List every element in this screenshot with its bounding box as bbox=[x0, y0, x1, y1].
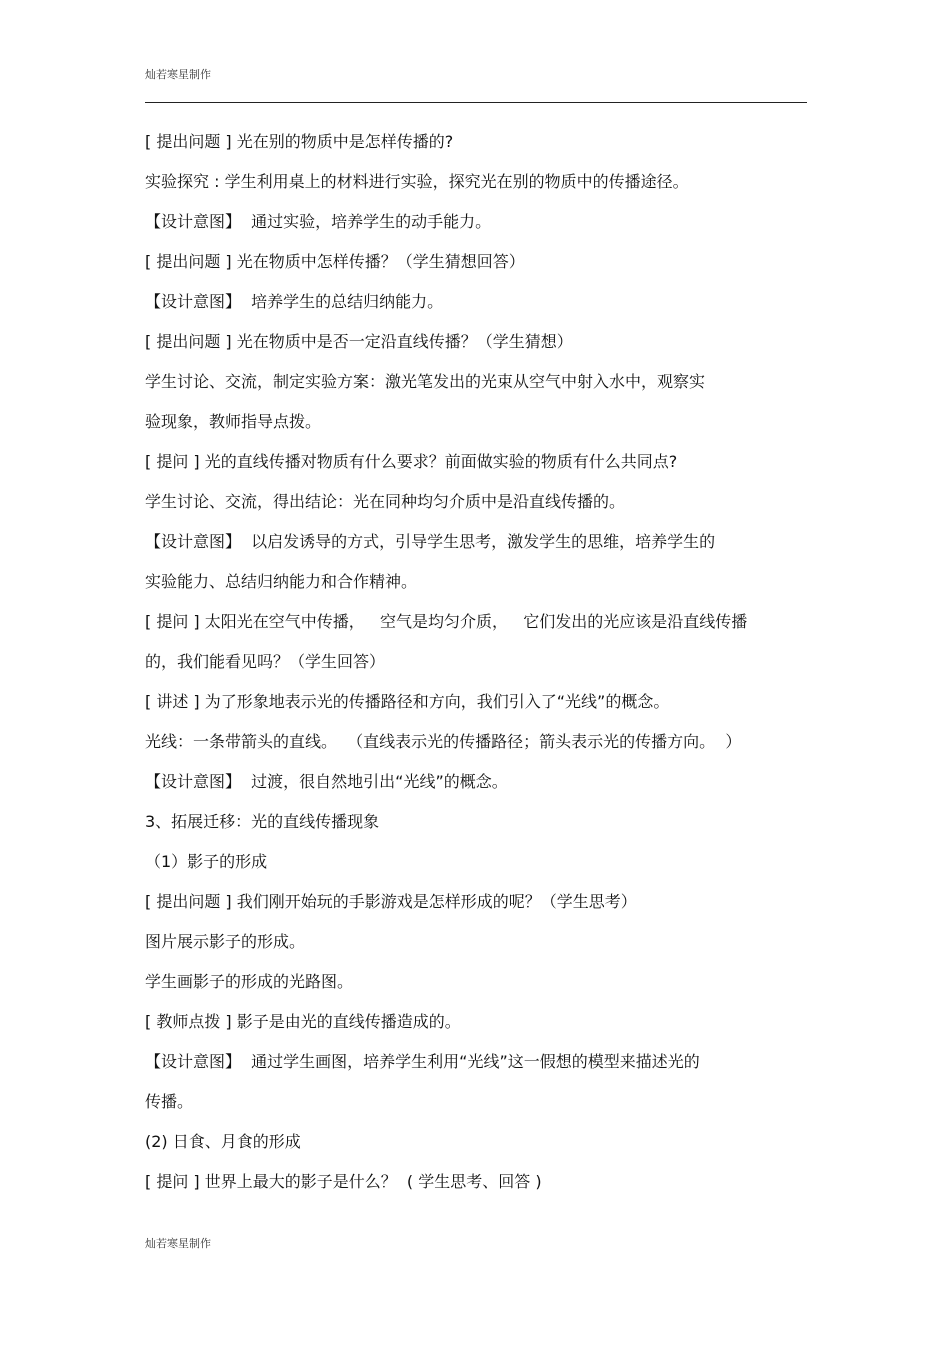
subsection-heading: (2) 日食、月食的形成 bbox=[145, 1132, 301, 1151]
text-line: [ 提出问题 ] 光在别的物质中是怎样传播的? bbox=[145, 132, 454, 151]
subsection-heading: （1）影子的形成 bbox=[145, 852, 268, 871]
text-line: 学生画影子的形成的光路图。 bbox=[145, 972, 354, 991]
text-line: 【设计意图】 以启发诱导的方式，引导学生思考，激发学生的思维，培养学生的 bbox=[145, 532, 716, 551]
text-line: 传播。 bbox=[145, 1092, 194, 1111]
text-line: 光线：一条带箭头的直线。 （直线表示光的传播路径；箭头表示光的传播方向。 ） bbox=[145, 732, 742, 751]
page-footer-text: 灿若寒星制作 bbox=[145, 1237, 211, 1250]
page-header-text: 灿若寒星制作 bbox=[145, 68, 211, 81]
text-line: [ 教师点拨 ] 影子是由光的直线传播造成的。 bbox=[145, 1012, 461, 1031]
text-line: [ 提出问题 ] 光在物质中是否一定沿直线传播？（学生猜想） bbox=[145, 332, 573, 351]
text-line: 实验能力、总结归纳能力和合作精神。 bbox=[145, 572, 418, 591]
text-line: 学生讨论、交流，制定实验方案：激光笔发出的光束从空气中射入水中，观察实 bbox=[145, 372, 706, 391]
text-line: 【设计意图】 通过学生画图，培养学生利用“光线”这一假想的模型来描述光的 bbox=[145, 1052, 700, 1071]
text-line: 【设计意图】 过渡，很自然地引出“光线”的概念。 bbox=[145, 772, 508, 791]
document-body bbox=[145, 130, 810, 1210]
header-divider bbox=[145, 102, 807, 103]
text-line: 实验探究 : 学生利用桌上的材料进行实验，探究光在别的物质中的传播途径。 bbox=[145, 172, 689, 191]
text-line: [ 提问 ] 世界上最大的影子是什么？ ( 学生思考、回答 ) bbox=[145, 1172, 542, 1191]
text-line: 的，我们能看见吗？（学生回答） bbox=[145, 652, 386, 671]
section-heading: 3、拓展迁移：光的直线传播现象 bbox=[145, 812, 380, 831]
text-line: [ 提问 ] 光的直线传播对物质有什么要求？前面做实验的物质有什么共同点? bbox=[145, 452, 678, 471]
text-line: 学生讨论、交流，得出结论：光在同种均匀介质中是沿直线传播的。 bbox=[145, 492, 626, 511]
text-line: 图片展示影子的形成。 bbox=[145, 932, 306, 951]
text-line: [ 提出问题 ] 我们刚开始玩的手影游戏是怎样形成的呢？（学生思考） bbox=[145, 892, 637, 911]
text-line: [ 提问 ] 太阳光在空气中传播， 空气是均匀介质， 它们发出的光应该是沿直线传播 bbox=[145, 612, 748, 631]
text-line: 【设计意图】 培养学生的总结归纳能力。 bbox=[145, 292, 444, 311]
text-line: 验现象，教师指导点拨。 bbox=[145, 412, 322, 431]
text-line: [ 提出问题 ] 光在物质中怎样传播？（学生猜想回答） bbox=[145, 252, 525, 271]
text-line: 【设计意图】 通过实验，培养学生的动手能力。 bbox=[145, 212, 492, 231]
text-line: [ 讲述 ] 为了形象地表示光的传播路径和方向，我们引入了“光线”的概念。 bbox=[145, 692, 670, 711]
